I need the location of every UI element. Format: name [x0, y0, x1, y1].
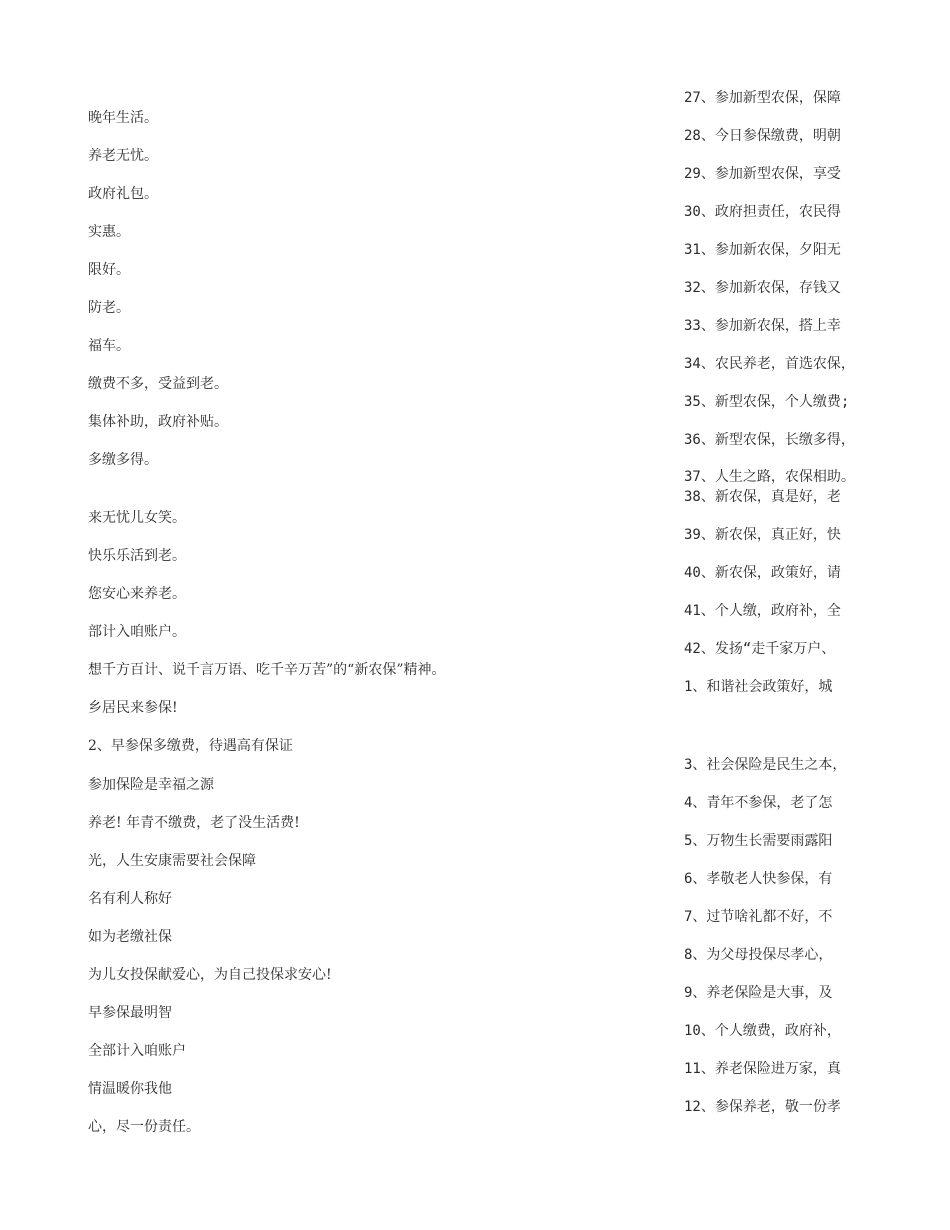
left-line: 乡居民来参保! — [88, 700, 178, 716]
right-line: 30、政府担责任，农民得 — [684, 204, 841, 220]
right-line: 3、社会保险是民生之本， — [684, 757, 847, 773]
left-line: 福车。 — [88, 338, 130, 354]
right-line: 5、万物生长需要雨露阳 — [684, 833, 833, 849]
left-line: 您安心来养老。 — [88, 586, 186, 602]
left-line: 想千方百计、说千言万语、吃千辛万苦”的“新农保”精神。 — [88, 662, 446, 678]
right-line: 40、新农保，政策好，请 — [684, 565, 841, 581]
right-line: 6、孝敬老人快参保，有 — [684, 871, 833, 887]
right-line: 11、养老保险进万家，真 — [684, 1061, 841, 1077]
right-line: 34、农民养老，首选农保， — [684, 356, 855, 372]
left-line: 养老! 年青不缴费，老了没生活费! — [88, 815, 300, 831]
left-line: 实惠。 — [88, 224, 130, 240]
left-line: 全部计入咱账户 — [88, 1043, 186, 1059]
right-line: 27、参加新型农保，保障 — [684, 90, 841, 106]
left-line: 防老。 — [88, 300, 130, 316]
left-line: 缴费不多，受益到老。 — [88, 376, 228, 392]
right-line: 37、人生之路，农保相助。 — [684, 469, 855, 485]
left-line: 2、早参保多缴费，待遇高有保证 — [88, 738, 293, 754]
left-line: 早参保最明智 — [88, 1005, 172, 1021]
right-line: 35、新型农保，个人缴费; — [684, 394, 850, 410]
left-line: 为儿女投保献爱心，为自己投保求安心! — [88, 967, 332, 983]
right-line: 9、养老保险是大事，及 — [684, 985, 833, 1001]
left-line: 情温暖你我他 — [88, 1081, 172, 1097]
right-line: 32、参加新农保，存钱又 — [684, 280, 841, 296]
left-line: 集体补助，政府补贴。 — [88, 414, 228, 430]
right-line: 38、新农保，真是好，老 — [684, 489, 841, 505]
right-line: 39、新农保，真正好，快 — [684, 527, 841, 543]
left-line: 养老无忧。 — [88, 148, 158, 164]
right-line: 28、今日参保缴费，明朝 — [684, 128, 841, 144]
left-line: 快乐乐活到老。 — [88, 548, 186, 564]
right-line: 4、青年不参保，老了怎 — [684, 795, 833, 811]
right-line: 42、发扬“走千家万户、 — [684, 641, 836, 657]
right-line: 8、为父母投保尽孝心， — [684, 947, 833, 963]
left-line: 部计入咱账户。 — [88, 624, 186, 640]
left-line: 光，人生安康需要社会保障 — [88, 853, 256, 869]
left-line: 参加保险是幸福之源 — [88, 777, 214, 793]
right-line: 33、参加新农保，搭上幸 — [684, 318, 841, 334]
right-line: 31、参加新农保，夕阳无 — [684, 242, 841, 258]
right-line: 36、新型农保，长缴多得， — [684, 432, 855, 448]
left-line: 名有利人称好 — [88, 891, 172, 907]
right-line: 41、个人缴，政府补，全 — [684, 603, 841, 619]
left-line: 多缴多得。 — [88, 452, 158, 468]
right-line: 1、和谐社会政策好，城 — [684, 679, 833, 695]
left-line: 如为老缴社保 — [88, 929, 172, 945]
right-line: 7、过节啥礼都不好，不 — [684, 909, 833, 925]
left-line: 晚年生活。 — [88, 110, 158, 126]
left-line: 限好。 — [88, 262, 130, 278]
left-line: 来无忧儿女笑。 — [88, 510, 186, 526]
left-line: 心，尽一份责任。 — [88, 1119, 200, 1135]
right-line: 10、个人缴费，政府补， — [684, 1023, 841, 1039]
right-line: 12、参保养老，敬一份孝 — [684, 1099, 841, 1115]
right-line: 29、参加新型农保，享受 — [684, 166, 841, 182]
left-line: 政府礼包。 — [88, 186, 158, 202]
